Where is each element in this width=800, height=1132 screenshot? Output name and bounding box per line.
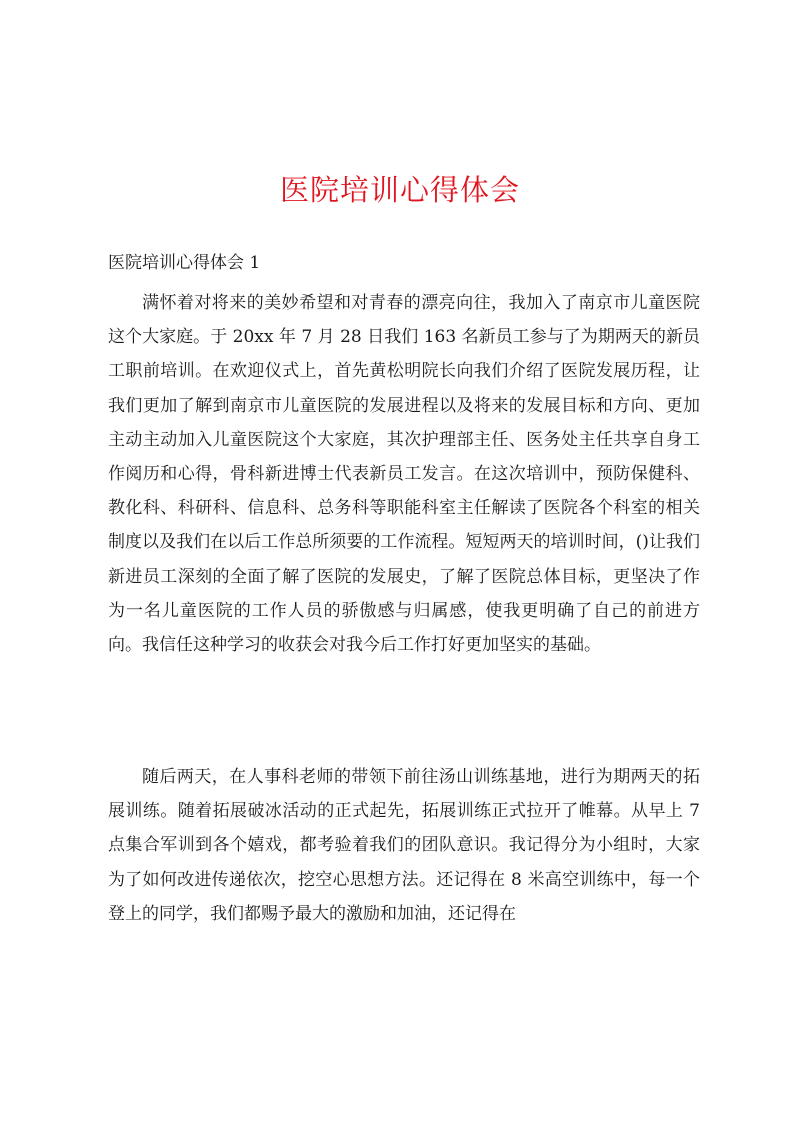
paragraph-1: 满怀着对将来的美妙希望和对青春的漂亮向往，我加入了南京市儿童医院这个大家庭。于 20xx 年 7 月 28 日我们 163 名新员工参与了为期两天的新员工职前培训。在欢迎仪式上，首先黄松明院长向我们介绍了医院发展历程，让我们更加了解到南京市儿童医院的发展进程以及将来的发展目标和方向、更加主动主动加入儿童医院这个大家庭，其次护理部主任、医务处主任共享自身工作阅历和心得，骨科新进博士代表新员工发言。在这次培训中，预防保健科、教化科、科研科、信息科、总务科等职能科室主任解读了医院各个科室的相关制度以及我们在以后工作总所须要的工作流程。短短两天的培训时间，()让我们新进员工深刻的全面了解了医院的发展史，了解了医院总体目标，更坚决了作为一名儿童医院的工作人员的骄傲感与归属感，使我更明确了自己的前进方向。我信任这种学习的收获会对我今后工作打好更加坚实的基础。 xyxy=(108,293,700,656)
paragraph-2: 随后两天，在人事科老师的带领下前往汤山训练基地，进行为期两天的拓展训练。随着拓展破冰活动的正式起先，拓展训练正式拉开了帷幕。从早上 7 点集合军训到各个嬉戏，都考验着我们的团队意识。我记得分为小组时，大家为了如何改进传递依次，挖空心思想方法。还记得在 8 米高空训练中，每一个登上的同学，我们都赐予最大的激励和加油，还记得在 xyxy=(108,767,700,924)
section-heading: 医院培训心得体会 1 xyxy=(108,253,261,273)
document-title: 医院培训心得体会 xyxy=(279,173,520,207)
